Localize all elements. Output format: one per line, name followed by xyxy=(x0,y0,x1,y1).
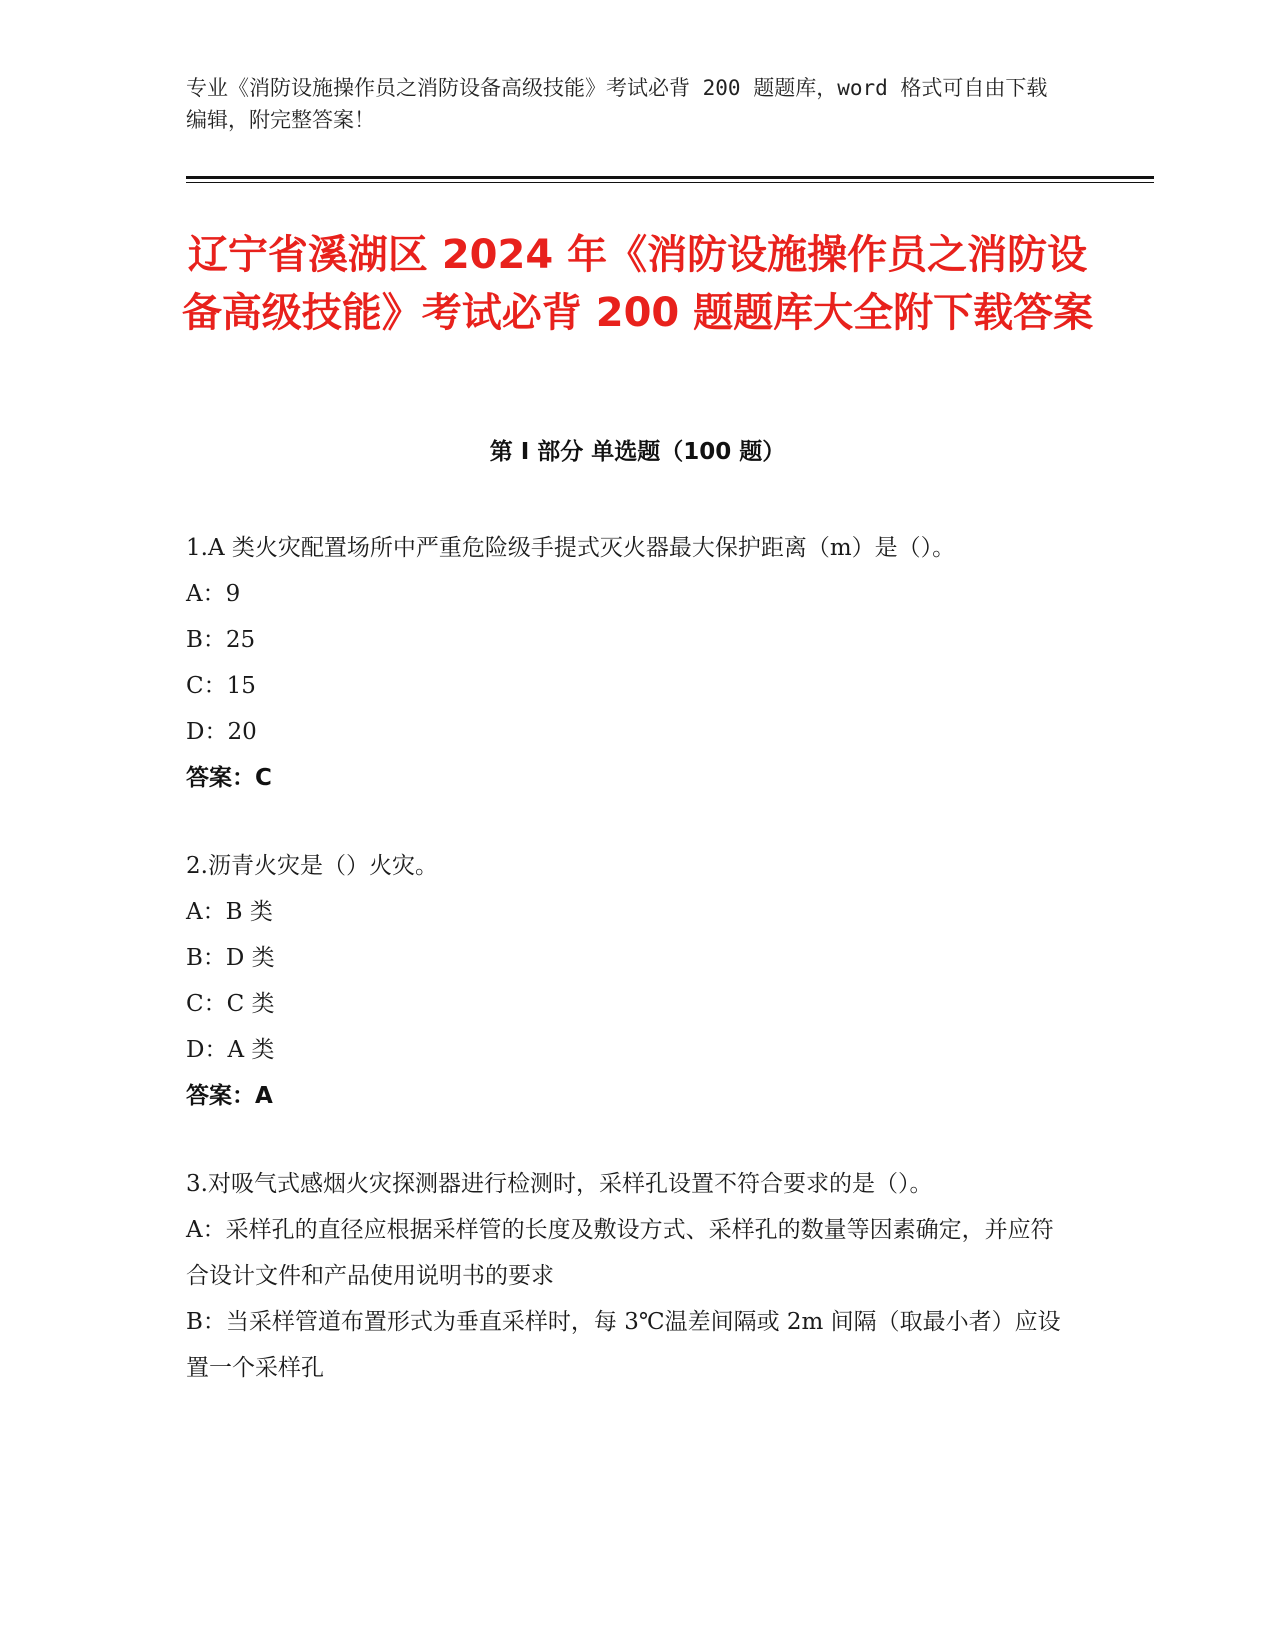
header-divider-thin xyxy=(186,182,1154,183)
answer: 答案：A xyxy=(186,1083,273,1109)
question-stem: 2.沥青火灾是（）火灾。 xyxy=(186,853,438,879)
answer: 答案：C xyxy=(186,765,272,791)
question-3 xyxy=(186,1161,1066,1391)
option-b: B：当采样管道布置形式为垂直采样时，每 3℃温差间隔或 2m 间隔（取最小者）应设置一个采样孔 xyxy=(186,1309,1061,1381)
question-1 xyxy=(186,525,1066,801)
option-b: B：25 xyxy=(186,627,256,653)
option-c: C：C 类 xyxy=(186,991,275,1017)
option-a: A：采样孔的直径应根据采样管的长度及敷设方式、采样孔的数量等因素确定，并应符合设计文件和产品使用说明书的要求 xyxy=(186,1217,1054,1289)
header-divider-thick xyxy=(186,176,1154,179)
header-note: 专业《消防设施操作员之消防设备高级技能》考试必背 200 题题库，word 格式可自由下载编辑，附完整答案！ xyxy=(186,76,1048,132)
option-c: C：15 xyxy=(186,673,256,699)
option-a: A：9 xyxy=(186,581,241,607)
option-a: A：B 类 xyxy=(186,899,273,925)
question-list xyxy=(186,525,1066,1433)
question-stem: 1.A 类火灾配置场所中严重危险级手提式灭火器最大保护距离（m）是（）。 xyxy=(186,535,956,561)
option-d: D：A 类 xyxy=(186,1037,275,1063)
section-title: 第 I 部分 单选题（100 题） xyxy=(489,439,786,465)
question-stem: 3.对吸气式感烟火灾探测器进行检测时，采样孔设置不符合要求的是（）。 xyxy=(186,1171,933,1197)
option-b: B：D 类 xyxy=(186,945,275,971)
option-d: D：20 xyxy=(186,719,257,745)
header-divider xyxy=(186,176,1154,183)
document-title: 辽宁省溪湖区 2024 年《消防设施操作员之消防设备高级技能》考试必背 200 题题库大全附下载答案 xyxy=(181,232,1094,336)
question-2 xyxy=(186,843,1066,1119)
